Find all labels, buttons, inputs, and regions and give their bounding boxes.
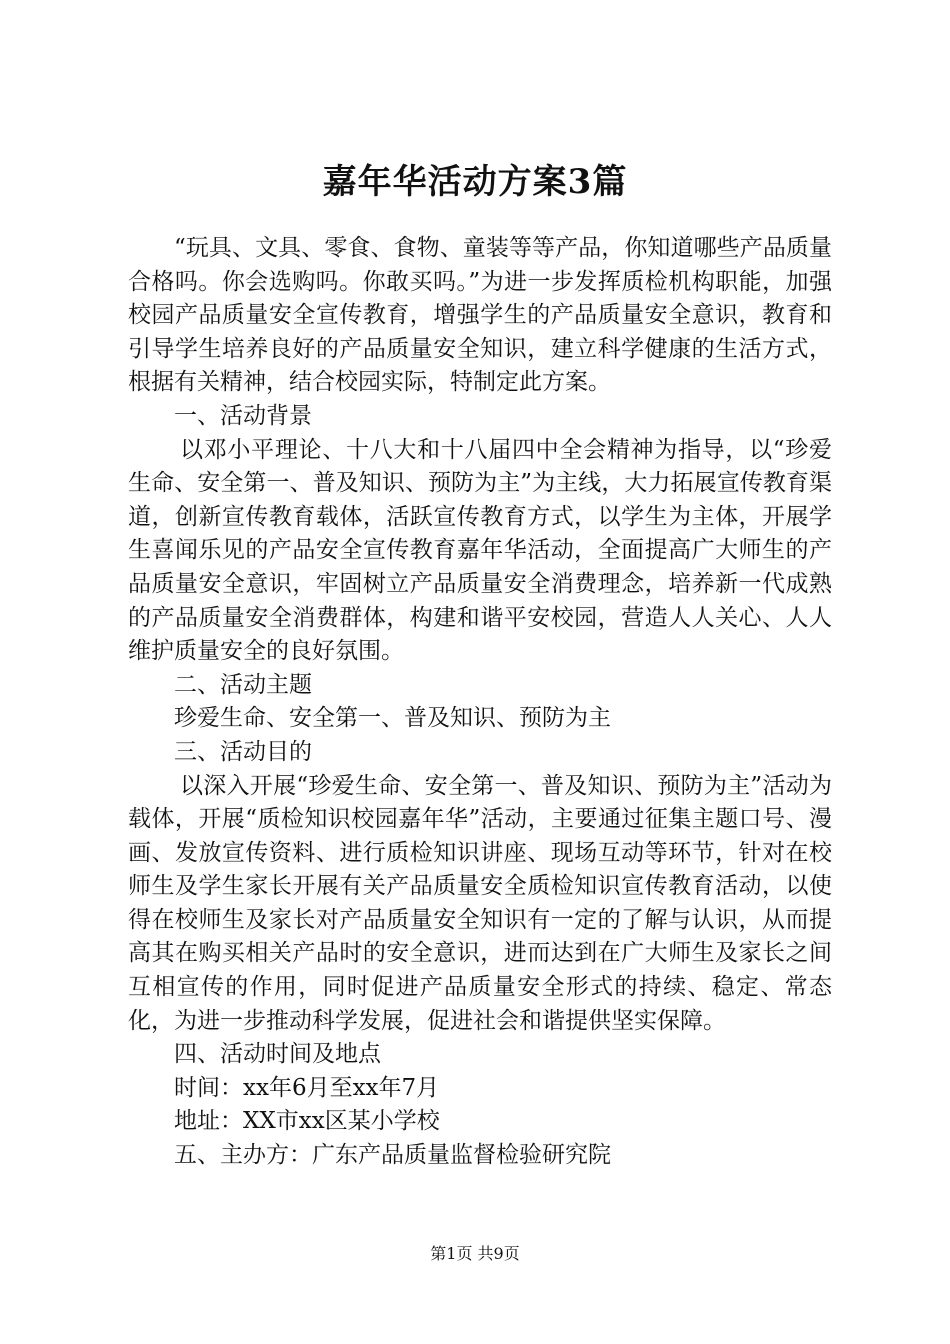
background-paragraph: 以邓小平理论、十八大和十八届四中全会精神为指导，以“珍爱生命、安全第一、普及知识、预防为主”为主线，大力拓展宣传教育渠道，创新宣传教育载体，活跃宣传教育方式，以学生为主体，开展学生喜闻乐见的产品安全宣传教育嘉年华活动，全面提高广大师生的产品质量安全意识，牢固树立产品质量安全消费理念，培养新一代成熟的产品质量安全消费群体，构建和谐平安校园，营造人人关心、人人维护质量安全的良好氛围。 bbox=[128, 436, 832, 665]
purpose-paragraph: 以深入开展“珍爱生命、安全第一、普及知识、预防为主”活动为载体，开展“质检知识校园嘉年华”活动，主要通过征集主题口号、漫画、发放宣传资料、进行质检知识讲座、现场互动等环节，针对在校师生及学生家长开展有关产品质量安全质检知识宣传教育活动，以使得在校师生及家长对产品质量安全知识有一定的了解与认识，从而提高其在购买相关产品时的安全意识，进而达到在广大师生及家长之间互相宣传的作用，同时促进产品质量安全形式的持续、稳定、常态化，为进一步推动科学发展，促进社会和谐提供坚实保障。 bbox=[128, 772, 832, 1034]
address-line: 地址：XX市xx区某小学校 bbox=[174, 1108, 440, 1135]
section-heading-purpose: 三、活动目的 bbox=[174, 738, 312, 765]
document-body bbox=[128, 232, 832, 1173]
document-title: 嘉年华活动方案3篇 bbox=[322, 162, 628, 202]
time-line: 时间：xx年6月至xx年7月 bbox=[174, 1074, 440, 1101]
page-number-footer: 第1页 共9页 bbox=[430, 1244, 520, 1263]
intro-paragraph: “玩具、文具、零食、食物、童装等等产品，你知道哪些产品质量合格吗。你会选购吗。你敢买吗。”为进一步发挥质检机构职能，加强校园产品质量安全宣传教育，增强学生的产品质量安全意识，教育和引导学生培养良好的产品质量安全知识，建立科学健康的生活方式，根据有关精神，结合校园实际，特制定此方案。 bbox=[128, 235, 832, 396]
section-heading-background: 一、活动背景 bbox=[174, 402, 312, 429]
organizer-line: 五、主办方：广东产品质量监督检验研究院 bbox=[174, 1142, 611, 1169]
theme-paragraph: 珍爱生命、安全第一、普及知识、预防为主 bbox=[174, 705, 611, 732]
section-heading-theme: 二、活动主题 bbox=[174, 671, 312, 698]
section-heading-time-place: 四、活动时间及地点 bbox=[174, 1041, 381, 1068]
